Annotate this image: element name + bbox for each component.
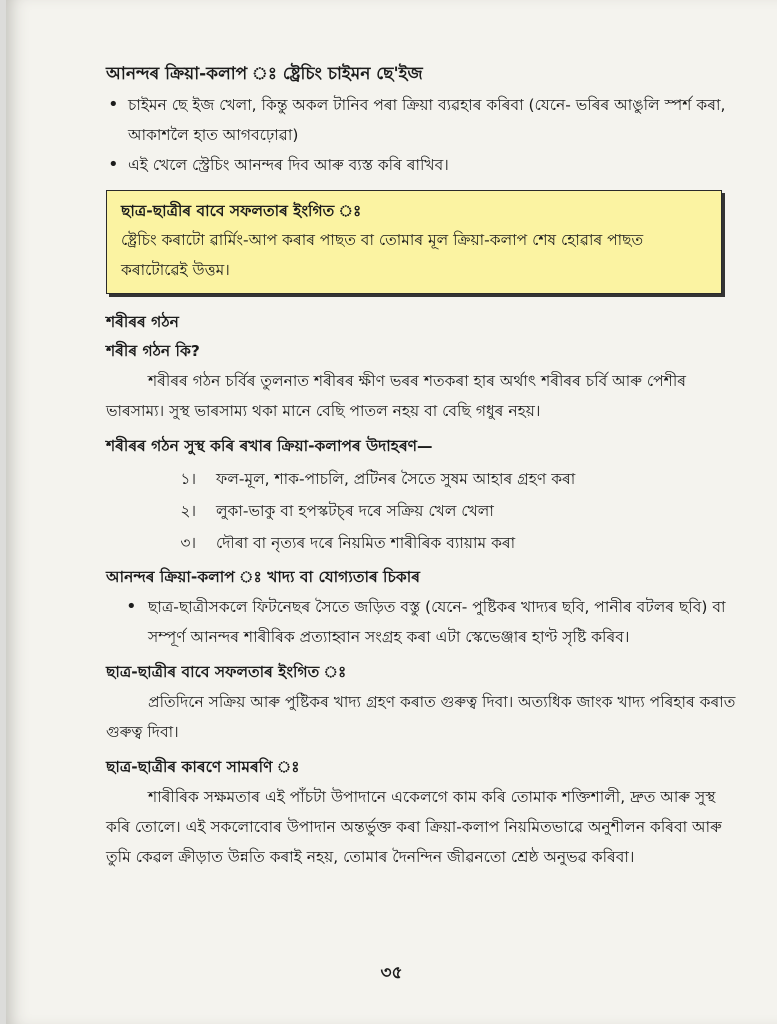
list-number: ১। bbox=[180, 470, 196, 488]
list-number: ৩। bbox=[180, 534, 196, 552]
list-item bbox=[106, 463, 736, 495]
tips-paragraph: প্ৰতিদিনে সক্ৰিয় আৰু পুষ্টিকৰ খাদ্য গ্ৰহণ কৰাত গুৰুত্ব দিবা। অত্যধিক জাংক খাদ্য পৰিহাৰ কৰাত গুৰুত্ব দিবা। bbox=[106, 693, 736, 741]
bullet-item: • ছাত্ৰ-ছাত্ৰীসকলে ফিটনেছৰ সৈতে জড়িত বস্তু (যেনে- পুষ্টিকৰ খাদ্যৰ ছবি, পানীৰ বটলৰ ছবি) বা সম্পূৰ্ণ আনন্দৰ শাৰীৰিক প্ৰত্যাহ্বান সংগ্ৰহ কৰা এটা স্কেভেঞ্জাৰ হাণ্ট সৃষ্টি কৰিব। bbox=[106, 592, 736, 652]
list-text: ফল-মূল, শাক-পাচলি, প্ৰটিনৰ সৈতে সুষম আহাৰ গ্ৰহণ কৰা bbox=[216, 470, 576, 488]
page-content bbox=[106, 58, 736, 872]
question-heading: শৰীৰ গঠন কি? bbox=[106, 342, 200, 360]
tip-box-text: ষ্ট্ৰেচিং কৰাটো ৱাৰ্মিং-আপ কৰাৰ পাছত বা তোমাৰ মূল ক্ৰিয়া-কলাপ শেষ হোৱাৰ পাছত কৰাটোৱেই উত্তম। bbox=[121, 231, 644, 279]
list-item bbox=[106, 495, 736, 527]
section-heading-stretching: আনন্দৰ ক্ৰিয়া-কলাপ ঃ ষ্ট্ৰেচিং চাইমন ছে'ইজ bbox=[106, 64, 423, 84]
list-item bbox=[106, 527, 736, 559]
section-heading-body-composition: শৰীৰৰ গঠন bbox=[106, 313, 179, 331]
list-number: ২। bbox=[180, 502, 196, 520]
examples-heading: শৰীৰৰ গঠন সুস্থ কৰি ৰখাৰ ক্ৰিয়া-কলাপৰ উদাহৰণ— bbox=[106, 437, 433, 455]
list-text: দৌৰা বা নৃত্যৰ দৰে নিয়মিত শাৰীৰিক ব্যায়াম কৰা bbox=[216, 534, 516, 552]
stretching-bullet-list bbox=[106, 90, 736, 180]
bullet-item: • চাইমন ছে ইজ খেলা, কিন্তু অকল টানিব পৰা ক্ৰিয়া ব্যৱহাৰ কৰিবা (যেনে- ভৰিৰ আঙুলি স্পৰ্শ কৰা, আকাশলৈ হাত আগবঢ়োৱা) bbox=[106, 90, 736, 150]
conclusion-heading: ছাত্ৰ-ছাত্ৰীৰ কাৰণে সামৰণি ঃ bbox=[106, 758, 300, 776]
body-composition-paragraph: শৰীৰৰ গঠন চৰ্বিৰ তুলনাত শৰীৰৰ ক্ষীণ ভৰৰ শতকৰা হাৰ অৰ্থাৎ শৰীৰৰ চৰ্বি আৰু পেশীৰ ভাৰসাম্য। সুস্থ ভাৰসাম্য থকা মানে বেছি পাতল নহয় বা বেছি গধুৰ নহয়। bbox=[106, 372, 686, 420]
tips-heading: ছাত্ৰ-ছাত্ৰীৰ বাবে সফলতাৰ ইংগিত ঃ bbox=[106, 663, 347, 681]
scavenger-bullet-list bbox=[106, 592, 736, 652]
examples-list bbox=[106, 463, 736, 559]
page-number: ৩৫ bbox=[380, 963, 403, 983]
section-heading-scavenger: আনন্দৰ ক্ৰিয়া-কলাপ ঃ খাদ্য বা যোগ্যতাৰ চিকাৰ bbox=[106, 568, 420, 586]
tip-box-title: ছাত্ৰ-ছাত্ৰীৰ বাবে সফলতাৰ ইংগিত ঃ bbox=[121, 202, 362, 220]
conclusion-paragraph: শাৰীৰিক সক্ষমতাৰ এই পাঁচটা উপাদানে একেলগে কাম কৰি তোমাক শক্তিশালী, দ্ৰুত আৰু সুস্থ কৰি তোলে। এই সকলোবোৰ উপাদান অন্তৰ্ভুক্ত কৰা ক্ৰিয়া-কলাপ নিয়মিতভাৱে অনুশীলন কৰিবা আৰু তুমি কেৱল ক্ৰীড়াত উন্নতি কৰাই নহয়, তোমাৰ দৈনন্দিন জীৱনতো শ্ৰেষ্ঠ অনুভৱ কৰিবা। bbox=[106, 788, 722, 866]
bullet-item: • এই খেলে স্ট্ৰেচিং আনন্দৰ দিব আৰু ব্যস্ত কৰি ৰাখিব। bbox=[106, 150, 736, 180]
tip-box bbox=[106, 190, 722, 294]
list-text: লুকা-ভাকু বা হপস্কটচ্‌ৰ দৰে সক্ৰিয় খেল খেলা bbox=[216, 502, 494, 520]
book-page bbox=[6, 0, 777, 1024]
